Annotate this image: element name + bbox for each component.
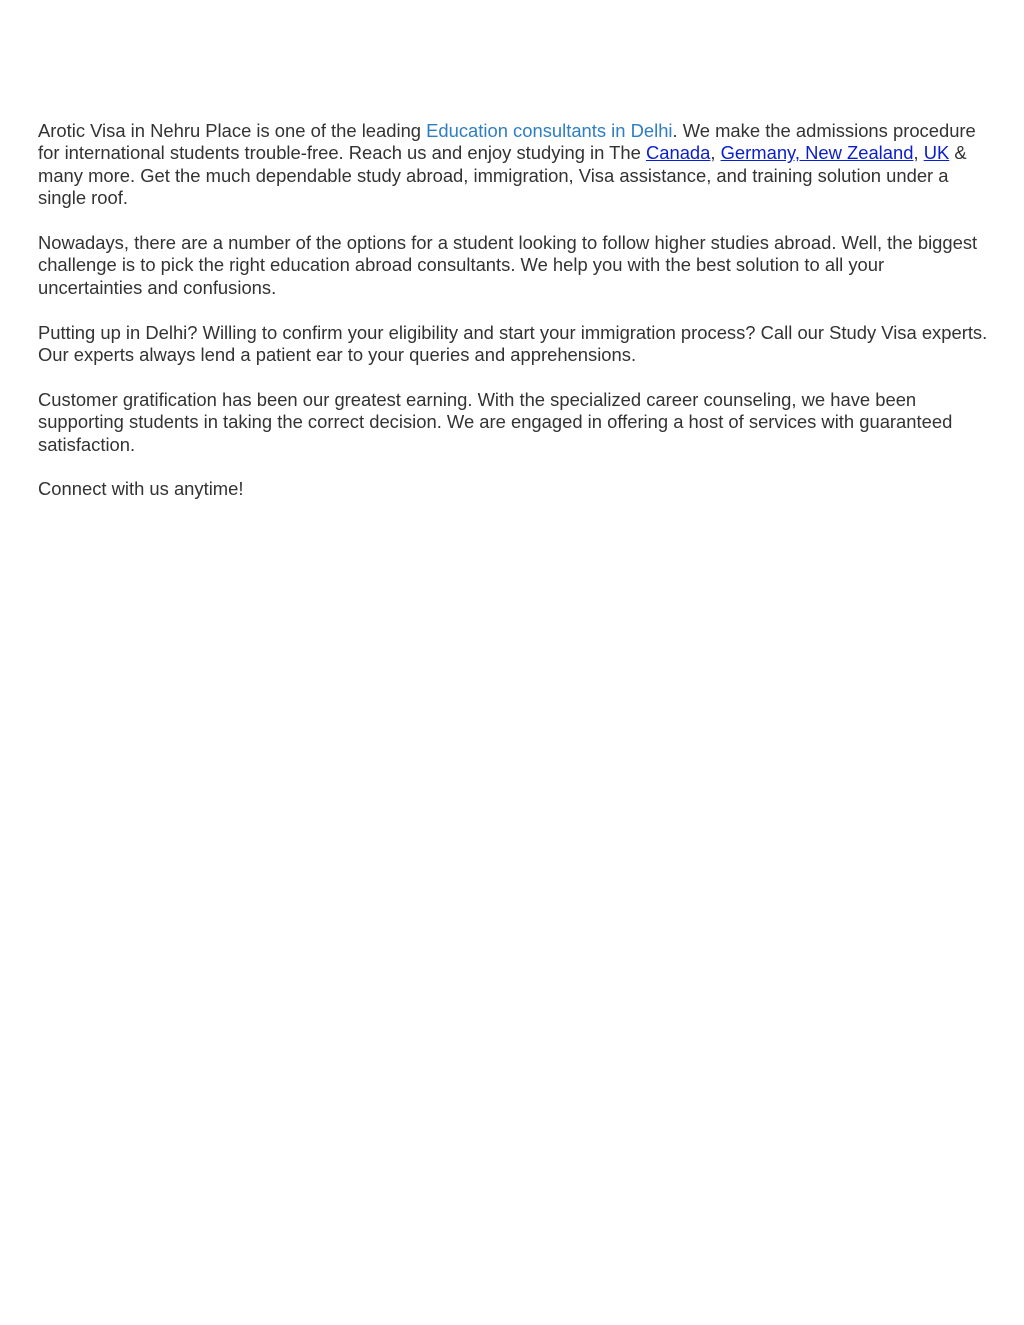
link-germany-new-zealand[interactable]: Germany, New Zealand bbox=[720, 142, 914, 164]
separator-comma: , bbox=[710, 142, 721, 164]
paragraph-delhi: Putting up in Delhi? Willing to confirm your eligibility and start your immigration process? Call our Study Visa experts. Our experts always lend a patient ear to your queries and apprehensions. bbox=[38, 321, 988, 366]
paragraph-gratification: Customer gratification has been our greatest earning. With the specialized career counseling, we have been supporting students in taking the correct decision. We are engaged in offering a host of services with guaranteed satisfaction. bbox=[38, 388, 953, 455]
intro-text-2: . We make the admissions procedure for international students trouble-free. Reach us and enjoy studying in The bbox=[38, 120, 976, 164]
document-body bbox=[38, 120, 988, 523]
paragraph-intro bbox=[38, 120, 988, 210]
separator-comma: , bbox=[913, 142, 924, 164]
intro-text-3: & many more. Get the much dependable study abroad, immigration, Visa assistance, and training solution under a single roof. bbox=[38, 142, 967, 209]
paragraph-connect: Connect with us anytime! bbox=[38, 478, 244, 500]
paragraph-options: Nowadays, there are a number of the options for a student looking to follow higher studies abroad. Well, the biggest challenge is to pick the right education abroad consultants. We help you with the best solution to all your uncertainties and confusions. bbox=[38, 232, 978, 298]
intro-text-1: Arotic Visa in Nehru Place is one of the leading bbox=[38, 120, 427, 141]
link-canada[interactable]: Canada bbox=[645, 142, 711, 164]
link-uk[interactable]: UK bbox=[923, 142, 950, 164]
link-education-consultants[interactable]: Education consultants in Delhi bbox=[426, 120, 673, 141]
